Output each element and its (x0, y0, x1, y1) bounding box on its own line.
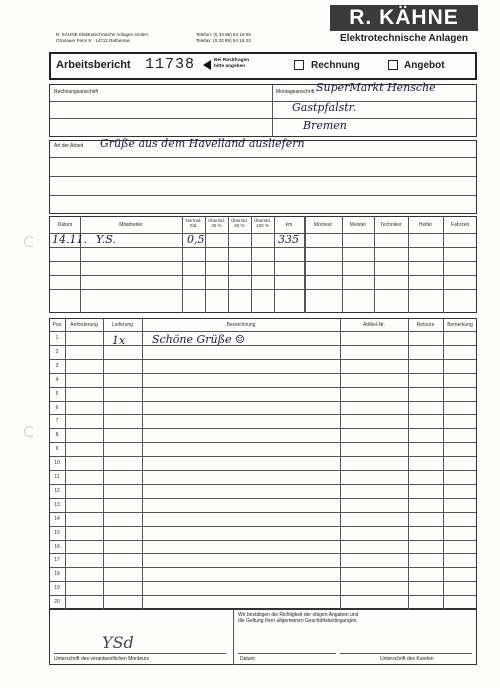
item-row-number: 11 (54, 474, 60, 480)
items-header-article: Artikel-Nr. (363, 322, 385, 328)
items-table (49, 318, 477, 609)
offer-checkbox[interactable] (388, 60, 398, 70)
item-row-number: 3 (55, 362, 59, 369)
installer-signature: YSd (102, 633, 134, 652)
company-phone: Telefon: (0 33 85) 54 18 00 (196, 32, 251, 37)
time-table-col (304, 216, 306, 313)
item-row-line (50, 414, 476, 415)
reference-note-line: Bei Rückfragen (214, 58, 250, 63)
entry-employee: Y.S. (96, 233, 116, 246)
item1-delivery: 1x (112, 334, 126, 347)
company-fax: Telefax: (0 33 85) 54 18 33 (196, 37, 251, 43)
item-row-number: 12 (54, 487, 60, 494)
item-row-line (50, 526, 476, 527)
reference-note-line: bitte angeben (214, 63, 246, 69)
work-line (50, 195, 476, 196)
items-header-return: Retoure (416, 322, 435, 328)
items-col (103, 318, 104, 609)
items-header-delivery: Lieferung (112, 322, 133, 328)
items-col (142, 318, 143, 609)
time-table-row-line (50, 289, 476, 290)
time-table-col (342, 216, 343, 313)
arrow-left-icon (203, 60, 211, 70)
item-row-number: 19 (54, 585, 60, 592)
company-contact (196, 32, 251, 43)
company-name: R. KÄHNE Elektrotechnische Anlagen GmbH (56, 32, 148, 37)
col-header-overtime-50: Überstd. 50 % (230, 218, 248, 228)
item-row-line (50, 359, 476, 360)
col-header-employee: Mitarbeiter (119, 222, 143, 228)
reference-note (214, 58, 249, 70)
item-row-number: 8 (55, 432, 59, 439)
address-line (50, 118, 476, 119)
item1-description: Schöne Grüße ☺ (152, 333, 245, 346)
col-header-technician: Techniker (380, 222, 402, 228)
items-header-request: Anforderung (70, 322, 98, 328)
items-col (443, 318, 444, 609)
col-header-normal-hours: Normal- Std. (185, 218, 202, 228)
address-line (50, 101, 476, 102)
time-table-col (408, 216, 409, 313)
time-table-col (205, 216, 206, 313)
entry-date: 14.11. (52, 233, 87, 246)
date-line (238, 653, 336, 654)
work-line (50, 157, 476, 158)
item-row-number: 15 (54, 529, 60, 536)
item-row-number: 5 (55, 390, 59, 397)
installer-signature-line (54, 653, 226, 654)
time-table-col (274, 216, 275, 313)
item-row-line (50, 428, 476, 429)
col-header-helper: Helfer (418, 222, 433, 228)
install-address-line1: SuperMarkt Hensche (316, 81, 436, 94)
customer-signature-line (340, 653, 472, 654)
item-row-number: 6 (55, 404, 59, 411)
work-type-label: Art der Arbeit (54, 143, 84, 149)
item-row-number: 1 (55, 335, 59, 341)
company-logo (330, 5, 478, 31)
confirmation-text (238, 612, 358, 625)
time-table-col (374, 216, 375, 313)
item-row-number: 13 (54, 501, 60, 508)
item-row-number: 14 (54, 515, 60, 522)
punch-hole (24, 426, 35, 437)
offer-label: Angebot (404, 60, 445, 71)
signature-divider (233, 609, 234, 665)
item-row-line (50, 567, 476, 568)
item-row-line (50, 401, 476, 402)
items-header-description: Bezeichnung (226, 322, 256, 328)
date-label: Datum (240, 656, 255, 662)
col-header-date: Datum (57, 222, 73, 228)
time-table-col (228, 216, 229, 313)
item-row-number: 17 (54, 557, 60, 564)
col-header-overtime-25: Überstd. 25 % (207, 218, 225, 228)
work-line (50, 176, 476, 177)
item-row-line (50, 456, 476, 457)
customer-signature-label: Unterschrift des Kunden (380, 656, 434, 662)
time-table-col (80, 216, 81, 313)
items-header-remark: Bemerkung (447, 322, 473, 328)
items-header-pos: Pos. (52, 322, 63, 328)
items-col (65, 318, 66, 609)
item-row-line (50, 498, 476, 499)
item-row-number: 18 (54, 571, 60, 578)
item-row-number: 4 (55, 376, 59, 383)
item-row-line (50, 540, 476, 541)
punch-hole (24, 236, 35, 247)
logo-text: R. KÄHNE (349, 6, 459, 29)
time-table-row-line (50, 247, 476, 248)
item-row-line (50, 595, 476, 596)
confirmation-line: Wir bestätigen die Richtigkeit der obigen Angaben und (238, 612, 359, 618)
item-row-line (50, 470, 476, 471)
time-table-col (443, 216, 444, 313)
items-col (340, 318, 341, 609)
item-row-line (50, 442, 476, 443)
confirmation-line: die Geltung Ihrer allgemeinen Geschäftsbedingungen. (238, 618, 358, 625)
work-section (49, 140, 477, 214)
invoice-label: Rechnung (311, 60, 360, 71)
entry-hours: 0,5 (187, 233, 205, 246)
work-type-value: Grüße aus dem Havelland ausliefern (100, 137, 305, 150)
time-table-row-line (50, 275, 476, 276)
col-header-master: Meister (349, 222, 367, 228)
invoice-checkbox[interactable] (294, 60, 304, 70)
col-header-km: km (285, 222, 293, 228)
col-header-overtime-100: Überstd. 100 % (253, 218, 271, 228)
entry-km: 335 (278, 233, 299, 246)
install-address-label: Montageanschrift (276, 89, 315, 95)
item-row-line (50, 553, 476, 554)
item-row-number: 9 (55, 446, 59, 453)
item-row-number: 16 (54, 543, 60, 550)
item-row-line (50, 373, 476, 374)
item-row-number: 10 (54, 460, 60, 467)
billing-address-label: Rechnungsanschrift (54, 89, 99, 95)
time-table-col (182, 216, 183, 313)
time-table (49, 216, 477, 313)
col-header-travel-time: Fahrzeit (450, 222, 470, 228)
item-row-number: 7 (55, 418, 59, 425)
company-street: Grünauer Fenn 9 · 14712 Rathenow (56, 37, 130, 43)
col-header-fitter: Monteur (313, 222, 333, 228)
item-row-line (50, 581, 476, 582)
form-number: 11738 (145, 56, 196, 73)
item-row-line (50, 484, 476, 485)
company-tagline: Elektrotechnische Anlagen (340, 33, 468, 44)
time-table-col (251, 216, 252, 313)
items-col (408, 318, 409, 609)
install-address-line2: Gastpfalstr. (292, 101, 357, 114)
item-row-line (50, 387, 476, 388)
time-table-row-line (50, 261, 476, 262)
items-header-line (50, 331, 476, 332)
installer-signature-label: Unterschrift des verantwortlichen Monteurs (54, 656, 150, 662)
item-row-number: 2 (55, 348, 59, 355)
item-row-line (50, 512, 476, 513)
install-address-line3: Bremen (303, 119, 347, 132)
company-address (56, 32, 148, 43)
form-title: Arbeitsbericht (56, 59, 131, 71)
address-divider (272, 84, 273, 137)
item-row-number: 20 (54, 599, 60, 606)
